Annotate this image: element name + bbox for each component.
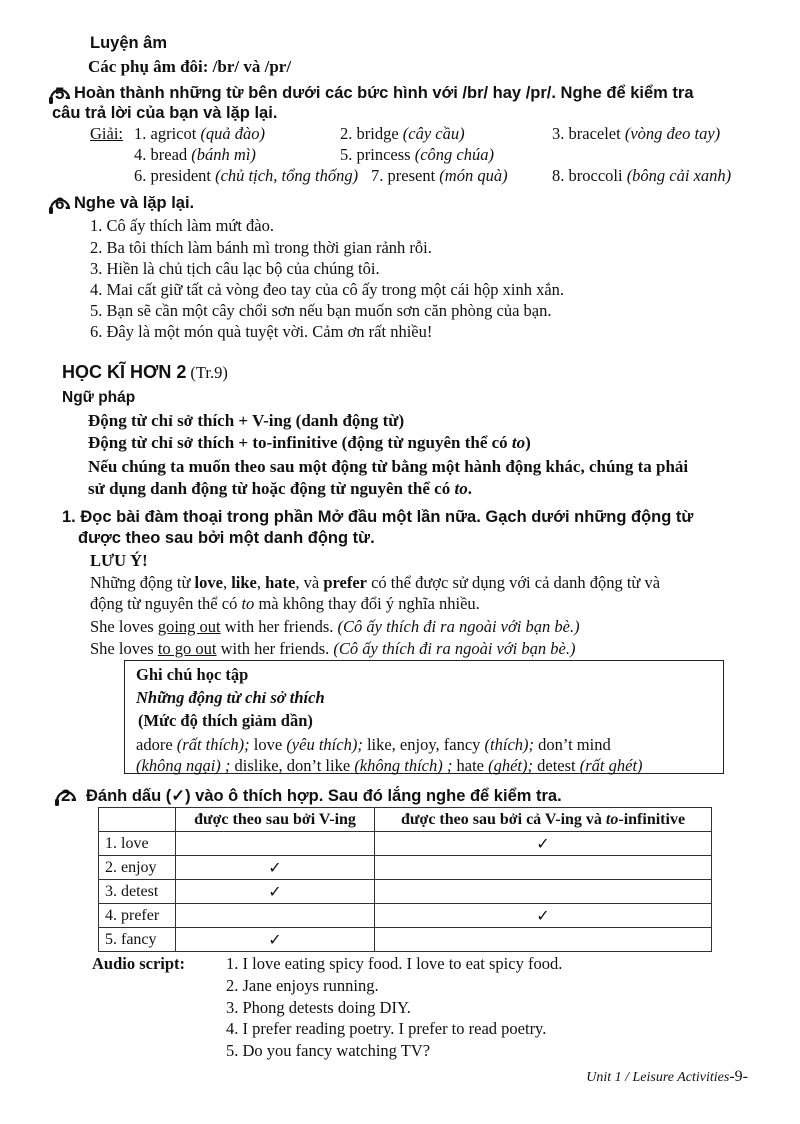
ving-check-cell[interactable]: ✓ bbox=[176, 856, 375, 880]
table-row bbox=[99, 928, 712, 952]
table-row bbox=[99, 832, 712, 856]
exercise-2-number: 2. bbox=[61, 786, 76, 805]
exercise-6-number: 6. bbox=[55, 194, 70, 213]
study-note-subtitle: Những động từ chỉ sở thích bbox=[136, 688, 325, 707]
verb-cell: 1. love bbox=[99, 832, 176, 856]
exercise-1-instruction-cont: được theo sau bởi một danh động từ. bbox=[78, 529, 375, 547]
study-note-order: (Mức độ thích giảm dần) bbox=[138, 711, 313, 730]
grammar-rule: Động từ chỉ sở thích + V-ing (danh động từ) bbox=[88, 411, 405, 430]
grammar-rule: Động từ chỉ sở thích + to-infinitive (động từ nguyên thể có to) bbox=[88, 433, 531, 452]
headphone-icon bbox=[47, 191, 73, 217]
both-check-cell[interactable] bbox=[375, 880, 712, 904]
both-check-cell[interactable]: ✓ bbox=[375, 904, 712, 928]
ving-check-cell[interactable] bbox=[176, 832, 375, 856]
pronunciation-heading: Luyện âm bbox=[90, 34, 168, 52]
both-check-cell[interactable]: ✓ bbox=[375, 832, 712, 856]
audio-line: 5. Do you fancy watching TV? bbox=[226, 1041, 431, 1060]
both-check-cell[interactable] bbox=[375, 928, 712, 952]
verb-cell: 3. detest bbox=[99, 880, 176, 904]
study-note-line: adore (rất thích); love (yêu thích); like, enjoy, fancy (thích); don’t mind bbox=[136, 735, 611, 754]
note-text: động từ nguyên thể có to mà không thay đổi ý nghĩa nhiều. bbox=[90, 594, 480, 613]
example-sentence: She loves going out with her friends. (Cô ấy thích đi ra ngoài với bạn bè.) bbox=[90, 617, 580, 636]
answer-item: 2. bridge (cây cầu) bbox=[340, 124, 465, 143]
note-text: Những động từ love, like, hate, và prefer có thể được sử dụng với cả danh động từ và bbox=[90, 573, 661, 592]
both-check-cell[interactable] bbox=[375, 856, 712, 880]
answer-item: 7. present (món quà) bbox=[371, 166, 508, 185]
repeat-sentence: 5. Bạn sẽ cần một cây chổi sơn nếu bạn muốn sơn căn phòng của bạn. bbox=[90, 301, 552, 320]
ving-check-cell[interactable]: ✓ bbox=[176, 928, 375, 952]
exercise-5-number: 5. bbox=[55, 84, 70, 103]
answer-item: 4. bread (bánh mì) bbox=[134, 145, 256, 164]
audio-script-label: Audio script: bbox=[92, 954, 186, 973]
table-header: được theo sau bởi cả V-ing và to-infinitive bbox=[375, 808, 712, 832]
table-header-row bbox=[99, 808, 712, 832]
verb-cell: 2. enjoy bbox=[99, 856, 176, 880]
exercise-1-instruction: 1. Đọc bài đàm thoại trong phần Mở đầu một lần nữa. Gạch dưới những động từ bbox=[62, 508, 694, 526]
grammar-rule: sử dụng danh động từ hoặc động từ nguyên thể có to. bbox=[88, 479, 472, 498]
audio-line: 4. I prefer reading poetry. I prefer to read poetry. bbox=[226, 1019, 547, 1038]
verb-table bbox=[98, 807, 712, 952]
answer-item: 5. princess (công chúa) bbox=[340, 145, 494, 164]
exercise-6-instruction: Nghe và lặp lại. bbox=[74, 194, 195, 212]
answer-item: 3. bracelet (vòng đeo tay) bbox=[552, 124, 721, 143]
repeat-sentence: 6. Đây là một món quà tuyệt vời. Cảm ơn rất nhiều! bbox=[90, 322, 433, 341]
page-footer: Unit 1 / Leisure Activities-9- bbox=[586, 1068, 748, 1085]
repeat-sentence: 3. Hiền là chủ tịch câu lạc bộ của chúng tôi. bbox=[90, 259, 380, 278]
pronunciation-subheading: Các phụ âm đôi: /br/ và /pr/ bbox=[88, 57, 292, 76]
table-row bbox=[99, 904, 712, 928]
verb-cell: 5. fancy bbox=[99, 928, 176, 952]
audio-line: 2. Jane enjoys running. bbox=[226, 976, 379, 995]
repeat-sentence: 1. Cô ấy thích làm mứt đào. bbox=[90, 216, 274, 235]
ving-check-cell[interactable]: ✓ bbox=[176, 880, 375, 904]
study-note-title: Ghi chú học tập bbox=[136, 665, 249, 684]
audio-line: 1. I love eating spicy food. I love to eat spicy food. bbox=[226, 954, 563, 973]
grammar-heading: Ngữ pháp bbox=[62, 389, 136, 406]
exercise-5-instruction: Hoàn thành những từ bên dưới các bức hình với /br/ hay /pr/. Nghe để kiểm tra bbox=[74, 84, 694, 102]
audio-line: 3. Phong detests doing DIY. bbox=[226, 998, 411, 1017]
table-row bbox=[99, 880, 712, 904]
study-note-line: (không ngại) ; dislike, don’t like (không thích) ; hate (ghét); detest (rất ghét) bbox=[136, 756, 643, 775]
exercise-5-instruction-cont: câu trả lời của bạn và lặp lại. bbox=[52, 104, 278, 122]
headphone-icon bbox=[53, 783, 79, 809]
grammar-rule: Nếu chúng ta muốn theo sau một động từ bằng một hành động khác, chúng ta phải bbox=[88, 457, 689, 476]
answer-item: 1. agricot (quả đào) bbox=[134, 124, 266, 143]
note-label: LƯU Ý! bbox=[90, 551, 148, 570]
answer-label: Giải: bbox=[90, 124, 123, 143]
example-sentence: She loves to go out with her friends. (Cô ấy thích đi ra ngoài với bạn bè.) bbox=[90, 639, 576, 658]
repeat-sentence: 2. Ba tôi thích làm bánh mì trong thời gian rảnh rỗi. bbox=[90, 238, 432, 257]
exercise-2-instruction: Đánh dấu (✓) vào ô thích hợp. Sau đó lắng nghe để kiểm tra. bbox=[86, 787, 562, 805]
table-header bbox=[99, 808, 176, 832]
answer-item: 8. broccoli (bông cải xanh) bbox=[552, 166, 732, 185]
answer-item: 6. president (chủ tịch, tổng thống) bbox=[134, 166, 359, 185]
ving-check-cell[interactable] bbox=[176, 904, 375, 928]
page-number: -9- bbox=[729, 1068, 748, 1085]
table-header: được theo sau bởi V-ing bbox=[176, 808, 375, 832]
repeat-sentence: 4. Mai cất giữ tất cả vòng đeo tay của cô ấy trong một cái hộp xinh xắn. bbox=[90, 280, 565, 299]
section-title: HỌC KĨ HƠN 2 (Tr.9) bbox=[62, 362, 228, 382]
table-row bbox=[99, 856, 712, 880]
verb-cell: 4. prefer bbox=[99, 904, 176, 928]
